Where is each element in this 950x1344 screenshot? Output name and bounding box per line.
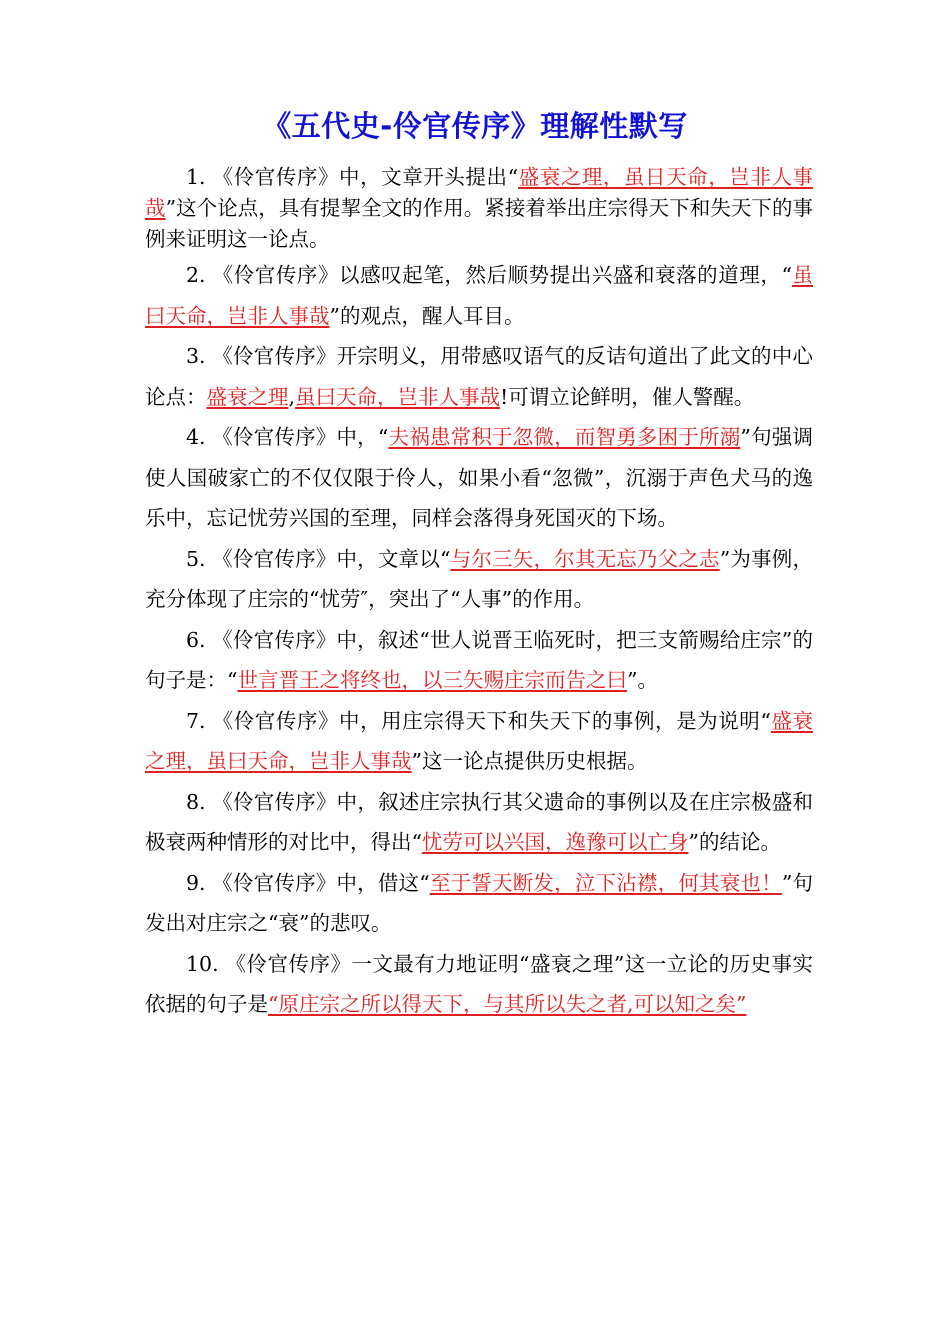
answer-text: 与尔三矢，尔其无忘乃父之志 bbox=[450, 546, 720, 571]
question-item bbox=[145, 539, 813, 620]
document-title: 《五代史-伶官传序》理解性默写 bbox=[262, 109, 688, 143]
item-text: ”的观点，醒人耳目。 bbox=[329, 303, 525, 328]
question-item bbox=[145, 701, 813, 782]
question-item bbox=[145, 620, 813, 701]
item-text: !可谓立论鲜明，催人警醒。 bbox=[500, 384, 755, 409]
item-text: 《伶官传序》以感叹起笔，然后顺势提出兴盛和衰落的道理，“ bbox=[212, 263, 792, 287]
answer-text: 盛衰之理，虽曰天命，岂非人事哉 bbox=[145, 708, 813, 773]
question-item bbox=[145, 336, 813, 417]
question-item bbox=[145, 162, 813, 255]
item-number: 5. bbox=[186, 546, 206, 571]
question-item bbox=[145, 255, 813, 336]
question-item bbox=[145, 782, 813, 863]
item-text: 《伶官传序》开宗明义，用带感叹语气的反诘句道出了此文的中心论点： bbox=[145, 344, 813, 409]
item-number: 2. bbox=[186, 263, 206, 287]
item-text: 《伶官传序》中，借这“ bbox=[212, 870, 430, 895]
answer-text: 忧劳可以兴国，逸豫可以亡身 bbox=[421, 830, 689, 854]
answer-text: 盛衰之理，虽日天命，岂非人事哉 bbox=[145, 165, 814, 220]
item-text: 《伶官传序》中，文章开头提出“ bbox=[212, 165, 519, 189]
item-text: ”为事例，充分体现了庄宗的“忧劳″，突出了“人事”的作用。 bbox=[145, 546, 814, 611]
question-list bbox=[145, 162, 813, 1025]
answer-text: 夫祸患常积于忽微，而智勇多困于所溺 bbox=[388, 425, 741, 449]
item-number: 1. bbox=[186, 165, 206, 189]
item-text: , bbox=[288, 384, 296, 409]
answer-text: 虽曰天命，岂非人事哉 bbox=[145, 263, 814, 328]
item-text: ”这一论点提供历史根据。 bbox=[411, 749, 648, 773]
item-text: ”这个论点，具有提挈全文的作用。紧接着举出庄宗得天下和失天下的事例来证明这一论点。 bbox=[145, 196, 814, 251]
question-item bbox=[145, 944, 813, 1025]
answer-text: “原庄宗之所以得天下，与其所以失之者,可以知之矣” bbox=[268, 992, 747, 1016]
item-number: 4. bbox=[186, 425, 206, 449]
item-text: 《伶官传序》中，文章以“ bbox=[212, 546, 451, 571]
answer-text: 虽曰天命，岂非人事哉 bbox=[295, 384, 501, 409]
question-item bbox=[145, 863, 813, 944]
item-text: 《伶官传序》一文最有力地证明“盛衰之理”这一立论的历史事实依据的句子是 bbox=[145, 951, 813, 1016]
item-text: 《伶官传序》中，叙述“世人说晋王临死时，把三支箭赐给庄宗”的句子是：“ bbox=[145, 627, 813, 692]
item-text: 《伶官传序》中，用庄宗得天下和失天下的事例，是为说明“ bbox=[212, 708, 771, 733]
item-text: 《伶官传序》中，“ bbox=[212, 425, 389, 449]
item-text: ”句发出对庄宗之“衰”的悲叹。 bbox=[145, 870, 813, 935]
item-text: ”句强调使人国破家亡的不仅仅限于伶人，如果小看“忽微”，沉溺于声色犬马的逸乐中，忘记忧劳兴国的至理，同样会落得身死国灭的下场。 bbox=[145, 425, 813, 530]
item-number: 9. bbox=[186, 870, 206, 895]
item-text: 《伶官传序》中，叙述庄宗执行其父遗命的事例以及在庄宗极盛和极衰两种情形的对比中，得出“ bbox=[145, 789, 813, 854]
answer-text: 世言晋王之将终也，以三矢赐庄宗而告之曰 bbox=[237, 668, 627, 692]
item-text: ”。 bbox=[626, 668, 658, 692]
item-text: ”的结论。 bbox=[688, 830, 781, 854]
question-item bbox=[145, 417, 813, 539]
item-number: 7. bbox=[186, 708, 206, 733]
item-number: 10. bbox=[186, 951, 219, 976]
item-number: 6. bbox=[186, 627, 206, 652]
item-number: 3. bbox=[186, 344, 206, 368]
answer-text: 盛衰之理 bbox=[206, 384, 289, 409]
item-number: 8. bbox=[186, 789, 206, 814]
answer-text: 至于誓天断发，泣下沾襟，何其衰也！ bbox=[429, 870, 782, 895]
